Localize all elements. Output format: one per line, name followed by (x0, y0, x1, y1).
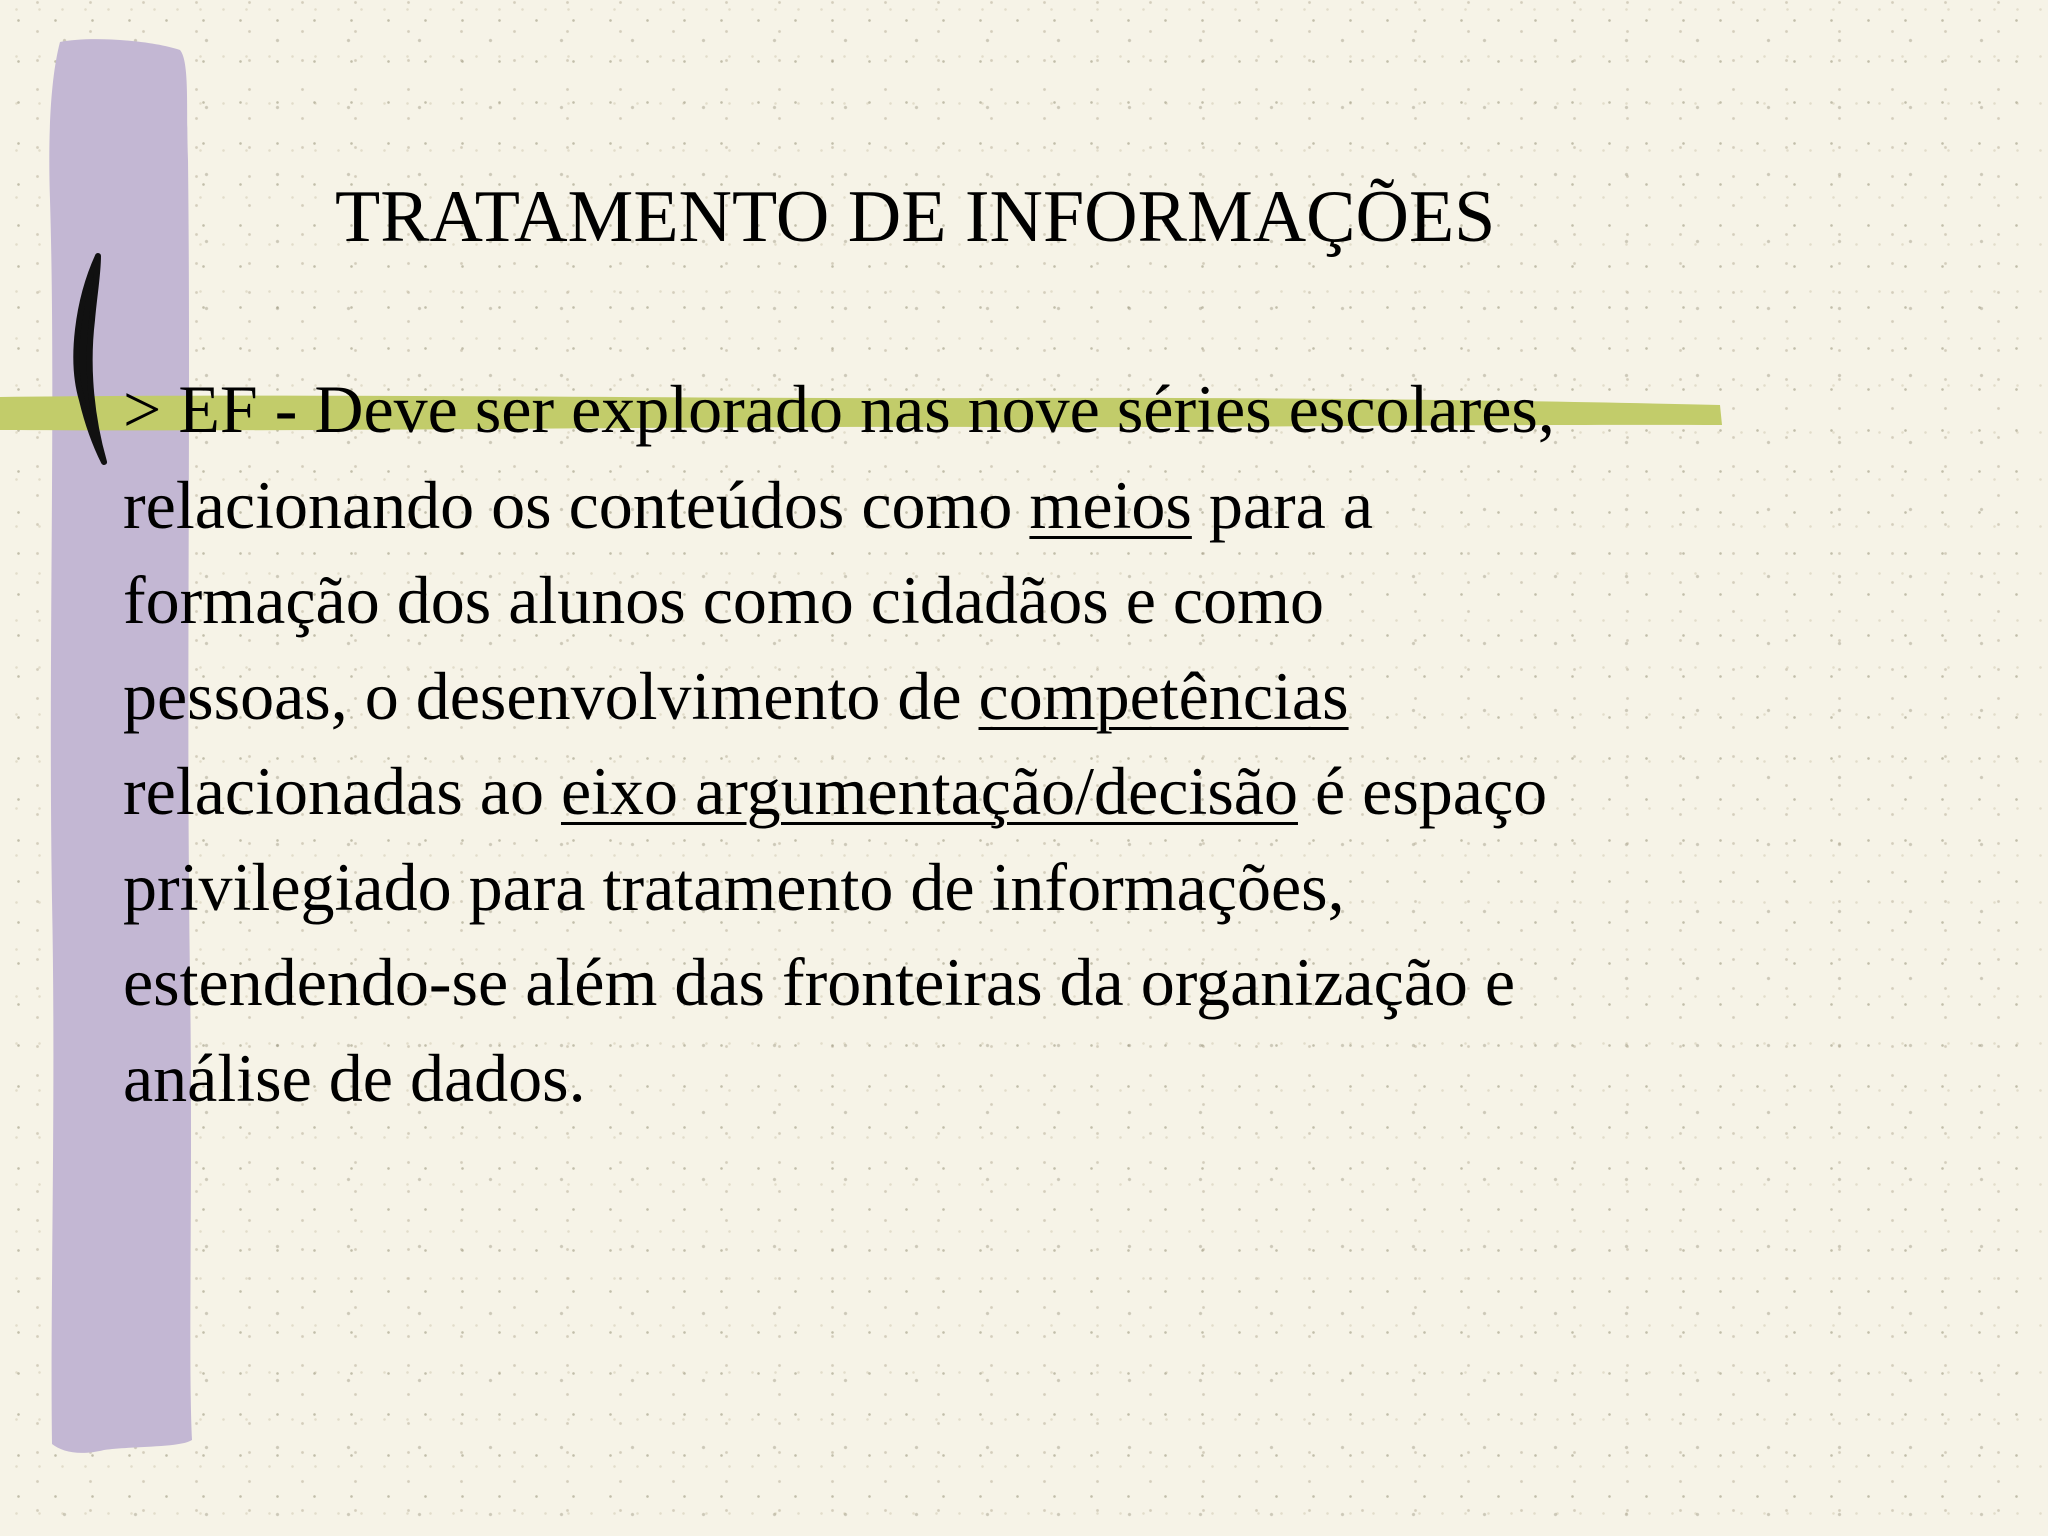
underlined-term-competencias: competências (978, 657, 1349, 734)
paragraph-line: > EF - Deve ser explorado nas nove séries escolares, (123, 371, 1555, 447)
paragraph-text: pessoas, o desenvolvimento de (123, 657, 979, 734)
paragraph-line (123, 649, 2003, 745)
paragraph-text: para a (1191, 466, 1374, 543)
paragraph-line: formação dos alunos como cidadãos e como (123, 562, 1324, 638)
paragraph-line: estendendo-se além das fronteiras da organização e (123, 944, 1516, 1020)
paragraph-line: análise de dados. (123, 1039, 586, 1116)
paragraph-line: privilegiado para tratamento de informações, (123, 848, 1345, 925)
underlined-term-meios: meios (1029, 466, 1192, 543)
paragraph-text: relacionadas ao (123, 753, 561, 829)
paragraph-text: relacionando os conteúdos como (123, 466, 1030, 543)
underlined-term-eixo: eixo argumentação/decisão (560, 753, 1298, 829)
body-paragraph (123, 362, 2003, 1126)
paragraph-line (123, 744, 2003, 840)
slide-title: TRATAMENTO DE INFORMAÇÕES (335, 176, 1496, 258)
paragraph-line (123, 458, 2003, 554)
paragraph-text: é espaço (1297, 753, 1548, 829)
